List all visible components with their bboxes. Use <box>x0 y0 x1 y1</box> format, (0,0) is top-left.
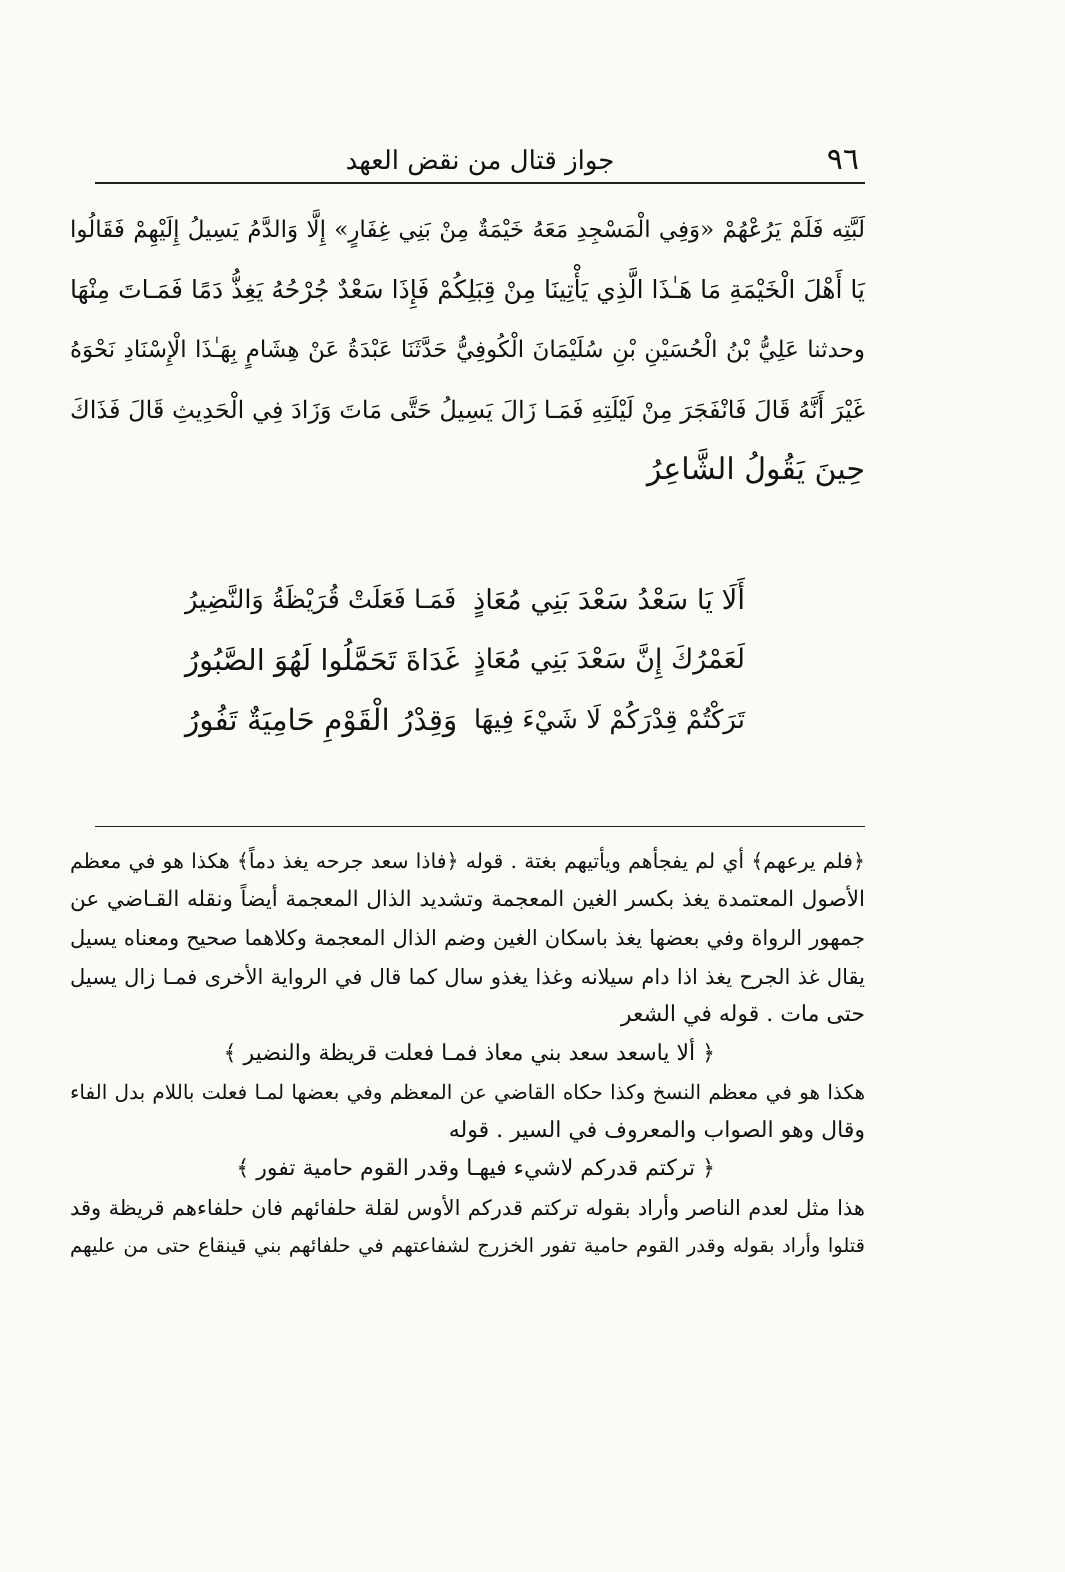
hadith-line: يَا أَهْلَ الْخَيْمَةِ مَا هَـٰذَا الَّذِي يَأْتِينَا مِنْ قِبَلِكُمْ فَإِذَا سَعْدٌ جُرْحُهُ يَغِذُّ دَمًا فَمَـاتَ مِنْهَا <box>70 275 865 304</box>
header-rule <box>95 182 865 184</box>
page-number: ٩٦ <box>826 142 859 177</box>
commentary-line: قتلوا وأراد بقوله وقدر القوم حامية تفور الخزرج لشفاعتهم في حلفائهم بني قينقاع حتى من عليهم <box>70 1234 865 1257</box>
verse-first-hemistich: أَلَا يَا سَعْدُ سَعْدَ بَنِي مُعَاذٍ <box>472 584 745 616</box>
verse-first-hemistich: تَرَكْتُمْ قِدْرَكُمْ لَا شَيْءَ فِيهَا <box>473 705 745 735</box>
hadith-line: حِينَ يَقُولُ الشَّاعِرُ <box>646 452 865 487</box>
verse-second-hemistich: وَقِدْرُ الْقَوْمِ حَامِيَةٌ تَفُورُ <box>185 703 458 737</box>
verse-second-hemistich: فَمَـا فَعَلَتْ قُرَيْظَةُ وَالنَّضِيرُ <box>185 585 457 615</box>
commentary-line: هكذا هو في معظم النسخ وكذا حكاه القاضي عن المعظم وفي بعضها لمـا فعلت باللام بدل الفاء <box>70 1080 865 1104</box>
verse <box>185 630 745 690</box>
hadith-line: غَيْرَ أَنَّهُ قَالَ فَانْفَجَرَ مِنْ لَيْلَتِهِ فَمَـا زَالَ يَسِيلُ حَتَّى مَاتَ وَزَادَ فِي الْحَدِيثِ قَالَ فَذَاكَ <box>70 396 865 424</box>
hadith-text <box>70 200 865 500</box>
hadith-line: وحدثنا عَلِيُّ بْنُ الْحُسَيْنِ بْنِ سُلَيْمَانَ الْكُوفِيُّ حَدَّثَنَا عَبْدَةُ عَنْ هِشَامٍ بِهَـٰذَا الْإِسْنَادِ نَحْوَهُ <box>70 337 865 363</box>
hadith-line: لَبَّتِه فَلَمْ يَرُعْهُمْ «وَفِي الْمَسْجِدِ مَعَهُ خَيْمَةٌ مِنْ بَنِي غِفَارٍ» إِلَّا وَالدَّمُ يَسِيلُ إِلَيْهِمْ فَقَالُوا <box>70 217 865 243</box>
running-title: جواز قتال من نقض العهد <box>345 146 615 176</box>
verse <box>185 570 745 630</box>
commentary-line: حتى مات . قوله في الشعر <box>620 1002 865 1027</box>
commentary <box>70 842 865 1266</box>
commentary-line: يقال غذ الجرح يغذ اذا دام سيلانه وغذا يغذو سال كما قال في الرواية الأخرى فمـا زال يسيل <box>70 964 865 989</box>
commentary-rule <box>95 826 865 827</box>
verse <box>185 690 745 750</box>
commentary-line: جمهور الرواة وفي بعضها يغذ باسكان الغين وضم الذال المعجمة وكلاهما صحيح ومعناه يسيل <box>70 926 865 950</box>
verse-second-hemistich: غَدَاةَ تَحَمَّلُوا لَهُوَ الصَّبُورُ <box>185 643 460 677</box>
verse-first-hemistich: لَعَمْرُكَ إِنَّ سَعْدَ بَنِي مُعَاذٍ <box>473 644 745 675</box>
commentary-line: هذا مثل لعدم الناصر وأراد بقوله تركتم قدركم الأوس لقلة حلفائهم فان حلفاءهم قريظة وقد <box>70 1195 865 1220</box>
commentary-verse: ﴿ ألا ياسعد سعد بني معاذ فمـا فعلت قريظة والنضير ﴾ <box>223 1040 715 1066</box>
commentary-line: وقال وهو الصواب والمعروف في السير . قوله <box>448 1117 865 1143</box>
page-header <box>95 140 865 182</box>
commentary-line: ﴿فلم يرعهم﴾ أي لم يفجأهم ويأتيهم بغتة . قوله ﴿فاذا سعد جرحه يغذ دماً﴾ هكذا هو في معظم <box>70 849 865 873</box>
commentary-verse: ﴿ تركتم قدركم لاشيء فيهـا وقدر القوم حامية تفور ﴾ <box>236 1156 715 1181</box>
poetry-verses <box>185 570 745 750</box>
commentary-line: الأصول المعتمدة يغذ بكسر الغين المعجمة وتشديد الذال المعجمة أيضاً ونقله القـاضي عن <box>70 886 865 912</box>
